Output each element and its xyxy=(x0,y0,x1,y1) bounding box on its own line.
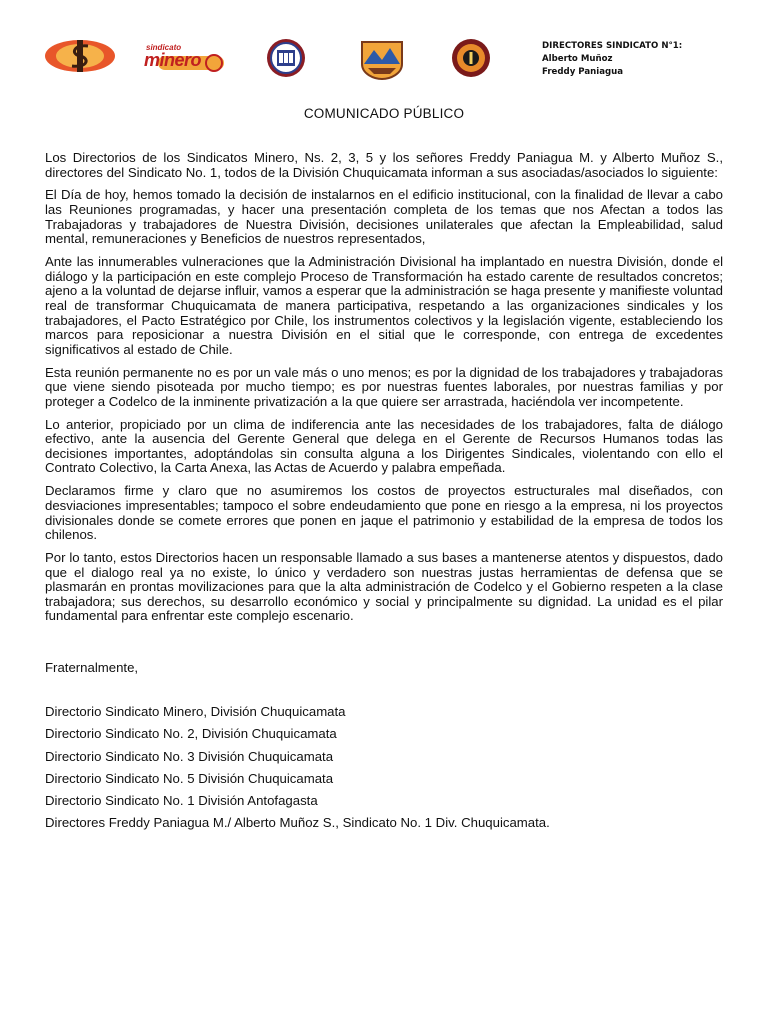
sindicato-2-seal-icon xyxy=(266,38,306,78)
closing: Fraternalmente, xyxy=(45,660,139,675)
paragraph: Los Directorios de los Sindicatos Minero, Ns. 2, 3, 5 y los señores Freddy Paniagua M. y Alberto Muñoz S., directores del Sindicato No. 1, todos de la División Chuquicamata informan a sus asociadas/asociados lo siguiente: xyxy=(45,150,723,180)
signature-line: Directores Freddy Paniagua M./ Alberto Muñoz S., Sindicato No. 1 Div. Chuquicamata. xyxy=(45,815,550,831)
paragraph: Declaramos firme y claro que no asumiremos los costos de proyectos estructurales mal diseñados, con desviaciones impresentables; tampoco el sobre endeudamiento que pone en riesgo a la empresa, ni los proyectos divisionales donde se comete errores que ponen en jaque el patrimonio y estabilidad de la empresa de todos los chilenos. xyxy=(45,483,723,543)
sindicato-1-seal-icon xyxy=(451,38,491,78)
document-body xyxy=(45,151,723,632)
director-name: Freddy Paniagua xyxy=(542,67,624,77)
sindicato-5-logo-icon xyxy=(44,38,116,74)
paragraph: Ante las innumerables vulneraciones que la Administración Divisional ha implantado en nuestra División, donde el diálogo y la participación en este complejo Proceso de Transformación ha estado carente de resultados concretos; ajeno a la voluntad de dejarse influir, vamos a esperar que la administración se haga presente y manifieste voluntad real de transformar Chuquicamata de manera participativa, respetando a las organizaciones sindicales y los trabajadores, el Pacto Estratégico por Chile, los instrumentos colectivos y la legislación vigente, estableciendo los marcos para reposicionar a nuestra División en el sitial que le corresponde, con entrega de excedentes significativos al estado de Chile. xyxy=(45,254,723,357)
signature-list xyxy=(45,704,550,838)
document-title: COMUNICADO PÚBLICO xyxy=(303,106,465,121)
paragraph: Esta reunión permanente no es por un vale más o uno menos; es por la dignidad de los trabajadores y trabajadoras que viene siendo pisoteada por mucho tiempo; es por nuestras fuentes laborales, por nuestras familias y por proteger a Codelco de la inminente privatización a la que quiere ser arrastrada, haciéndola ver incompetente. xyxy=(45,364,723,409)
directors-title: DIRECTORES SINDICATO N°1: xyxy=(542,41,683,51)
directors-box xyxy=(542,40,752,79)
paragraph: Por lo tanto, estos Directorios hacen un responsable llamado a sus bases a mantenerse atentos y dispuestos, dado que el dialogo real ya no existe, lo único y verdadero son nuestras justas herramientas de defensa que se plasmarán en prontas movilizaciones para que la alta administración de Codelco y el Gobierno respeten a la clase trabajadora; sus derechos, su desarrollo económico y social y principalmente su dignidad. La unidad es el pilar fundamental para enfrentar este complejo escenario. xyxy=(45,550,723,624)
logo-big-text: minero xyxy=(144,50,202,70)
sindicato-minero-logo-icon xyxy=(136,42,228,74)
letterhead xyxy=(0,0,768,100)
signature-line: Directorio Sindicato No. 2, División Chuquicamata xyxy=(45,726,337,742)
paragraph: El Día de hoy, hemos tomado la decisión de instalarnos en el edificio institucional, con la finalidad de llevar a cabo las Reuniones programadas, y hacer una presentación completa de los temas que nos Afectan a todos las Trabajadoras y trabajadores de Nuestra División, decisiones unilaterales que afectan la Empleabilidad, salud mental, remuneraciones y Beneficios de nuestros representados, xyxy=(45,187,723,247)
signature-line: Directorio Sindicato No. 5 División Chuquicamata xyxy=(45,770,334,786)
director-name: Alberto Muñoz xyxy=(542,54,613,64)
sindicato-3-emblem-icon xyxy=(360,38,404,80)
logo-small-text: sindicato xyxy=(146,43,182,52)
signature-line: Directorio Sindicato No. 3 División Chuquicamata xyxy=(45,748,334,764)
paragraph: Lo anterior, propiciado por un clima de indiferencia ante las necesidades de los trabajadores, falta de diálogo efectivo, ante la ausencia del Gerente General que delega en el Gerente de Recursos Humanos todas las decisiones importantes, adoptándolas sin consulta alguna a los Dirigentes Sindicales, violentando con ello el Contrato Colectivo, la Carta Anexa, las Actas de Acuerdo y palabra empeñada. xyxy=(45,416,723,476)
signature-line: Directorio Sindicato No. 1 División Antofagasta xyxy=(45,793,318,809)
signature-line: Directorio Sindicato Minero, División Chuquicamata xyxy=(45,704,346,719)
